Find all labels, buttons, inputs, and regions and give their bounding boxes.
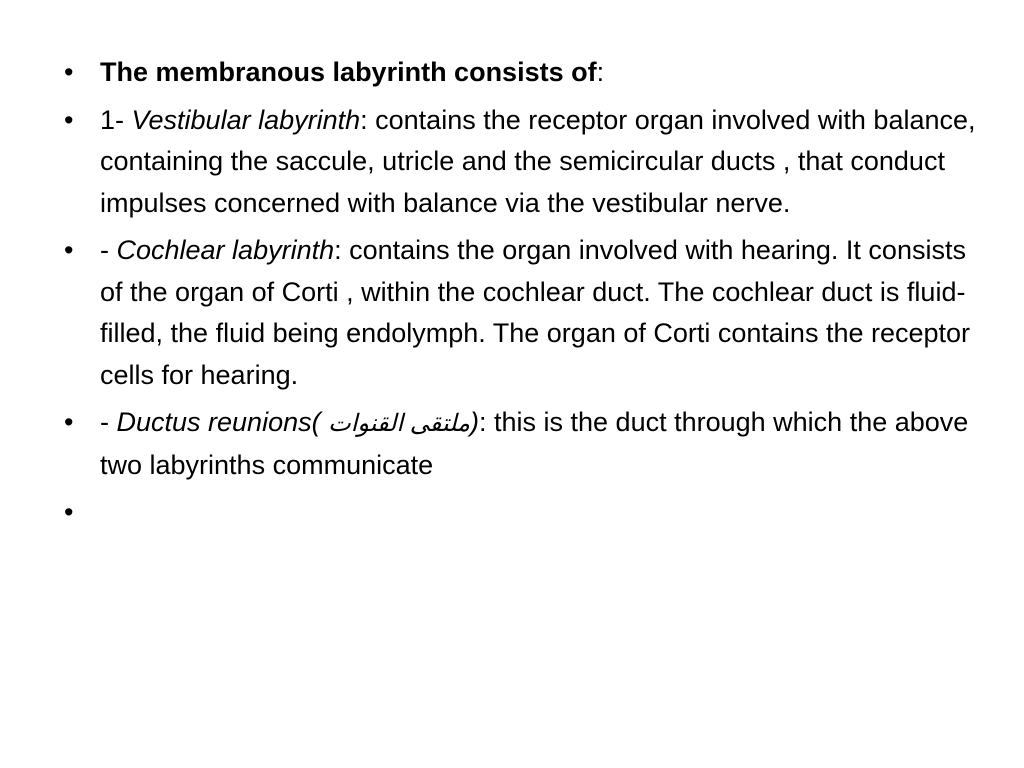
vestibular-term: Vestibular labyrinth [131, 104, 361, 135]
bullet-item-ductus [58, 402, 978, 486]
ductus-close: ) [470, 407, 479, 437]
vestibular-prefix: 1- [100, 104, 132, 135]
vestibular-text: : contains the receptor organ involved with balance, containing the saccule, utricle and the semicircular ducts , that conduct impulses concerned with balance via the vestibular nerve. [100, 104, 976, 218]
ductus-text: : this is the duct through which the above two labyrinths communicate [100, 407, 969, 480]
bullet-item-cochlear [58, 230, 978, 396]
ductus-term: Ductus reunions( [116, 407, 329, 437]
bullet-dot-icon: • [64, 235, 74, 265]
intro-colon: : [596, 57, 605, 87]
bullet-dot-icon: • [64, 407, 74, 437]
ductus-arabic: ملتقى القنوات [328, 410, 470, 437]
cochlear-prefix: - [100, 235, 117, 265]
bullet-item-intro [58, 52, 978, 94]
cochlear-text: : contains the organ involved with hearing. It consists of the organ of Corti , within the cochlear duct. The cochlear duct is fluid-filled, the fluid being endolymph. The organ of Corti contains the receptor cells for hearing. [100, 235, 971, 390]
bullet-dot-icon: • [64, 104, 74, 135]
cochlear-term: Cochlear labyrinth [116, 235, 335, 265]
bullet-item-vestibular [58, 100, 978, 225]
intro-heading: The membranous labyrinth consists of [100, 57, 597, 87]
ductus-prefix: - [100, 407, 117, 437]
bullet-dot-icon: • [64, 57, 74, 87]
bullet-dot-icon: • [64, 497, 74, 527]
bullet-list [58, 52, 978, 527]
